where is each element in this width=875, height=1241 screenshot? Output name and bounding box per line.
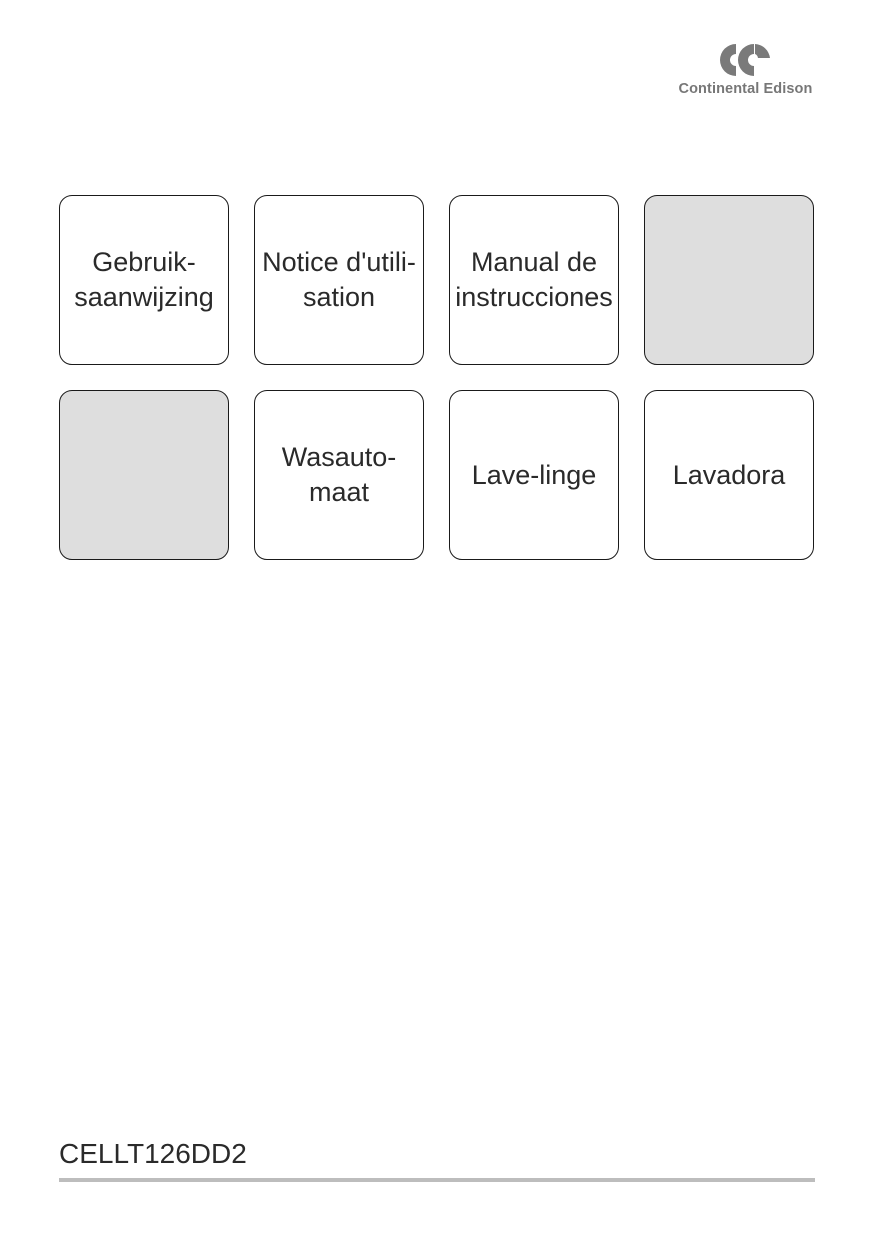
language-box-dutch-title xyxy=(59,195,229,365)
language-box-french-title xyxy=(254,195,424,365)
brand-logo xyxy=(668,40,823,104)
box-label: Manual de instrucciones xyxy=(455,247,613,312)
language-box-french-product xyxy=(449,390,619,560)
footer-divider xyxy=(59,1178,815,1182)
box-label: Lavadora xyxy=(672,459,786,490)
ce-monogram-icon xyxy=(720,44,770,76)
model-number: CELLT126DD2 xyxy=(59,1138,247,1169)
box-label: Lave-linge xyxy=(471,459,597,490)
box-label: Notice d'utili- sation xyxy=(262,247,416,312)
language-box-spanish-product xyxy=(644,390,814,560)
box-label: Wasauto- maat xyxy=(281,442,397,507)
language-box-blank xyxy=(644,195,814,365)
language-box-blank xyxy=(59,390,229,560)
brand-name: Continental Edison xyxy=(678,81,813,97)
language-box-spanish-title xyxy=(449,195,619,365)
box-label: Gebruik- saanwijzing xyxy=(74,247,214,312)
language-box-dutch-product xyxy=(254,390,424,560)
